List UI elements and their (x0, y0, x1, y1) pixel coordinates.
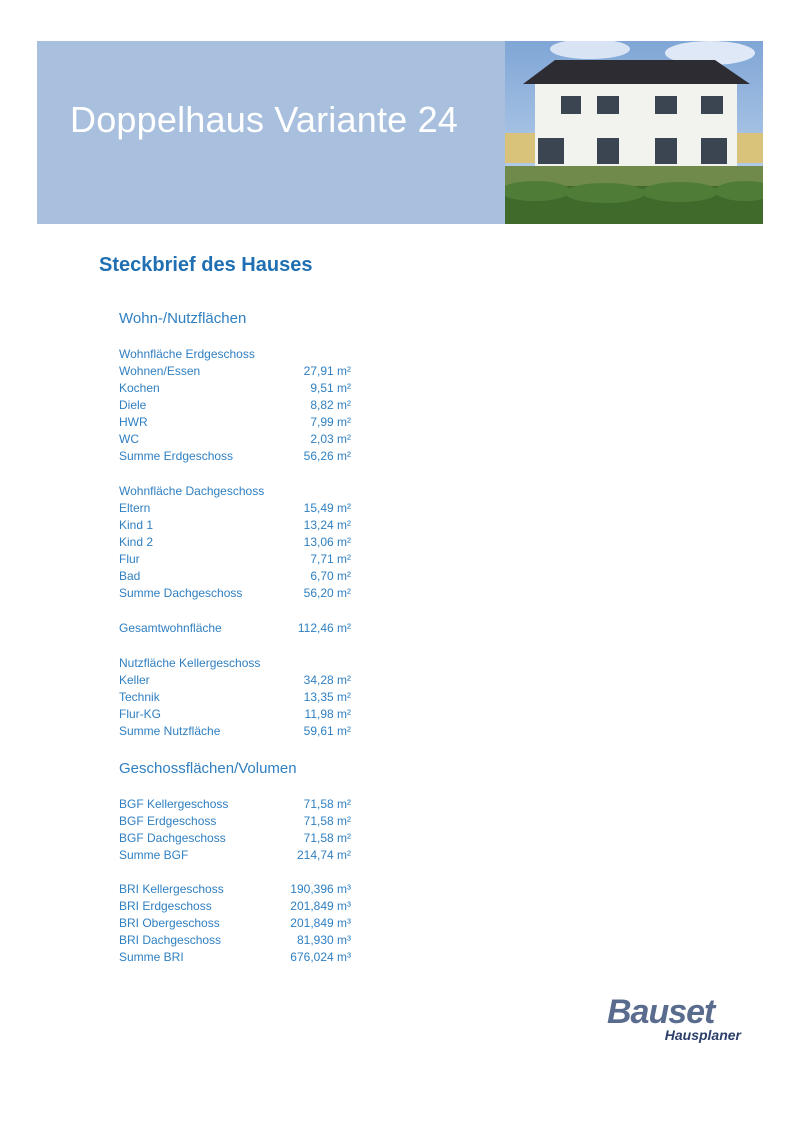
list-gesamt (119, 619, 351, 636)
item-value: 6,70 m² (310, 569, 351, 584)
logo-sub-text: Hausplaner (664, 1027, 741, 1043)
list-item-sum (119, 585, 351, 602)
item-value: 71,58 m² (303, 830, 351, 845)
item-label: Kochen (119, 380, 160, 395)
list-item (119, 516, 351, 533)
house-photo (505, 41, 763, 224)
group-head-kellergeschoss: Nutzfläche Kellergeschoss (119, 655, 261, 670)
item-label: Summe Nutzfläche (119, 723, 221, 738)
item-value: 13,35 m² (303, 689, 351, 704)
list-dachgeschoss (119, 482, 351, 602)
list-item (119, 533, 351, 550)
group-head-erdgeschoss: Wohnfläche Erdgeschoss (119, 346, 255, 361)
item-value: 34,28 m² (303, 672, 351, 687)
header-title: Doppelhaus Variante 24 (70, 99, 459, 140)
list-item-total (119, 619, 351, 636)
item-label: BRI Erdgeschoss (119, 898, 212, 913)
item-label: Summe Dachgeschoss (119, 586, 243, 601)
page-heading: Steckbrief des Hauses (99, 254, 313, 276)
item-value: 13,24 m² (303, 517, 351, 532)
item-label: Kind 2 (119, 534, 154, 549)
list-erdgeschoss (119, 345, 351, 465)
list-item (119, 362, 351, 379)
list-bri (119, 880, 351, 965)
item-label: BRI Kellergeschoss (119, 881, 224, 896)
item-value: 201,849 m³ (290, 898, 351, 913)
list-item (119, 795, 351, 812)
list-item (119, 379, 351, 396)
list-item-sum (119, 948, 351, 965)
house-illustration (505, 41, 763, 224)
item-label: Kind 1 (119, 517, 154, 532)
item-label: Flur-KG (119, 706, 161, 721)
item-label: Summe BGF (119, 847, 189, 862)
item-value: 9,51 m² (310, 380, 351, 395)
item-label: Flur (119, 551, 140, 566)
list-item-sum (119, 846, 351, 863)
list-item (119, 688, 351, 705)
item-value: 214,74 m² (296, 847, 351, 862)
item-label: HWR (119, 414, 148, 429)
list-item (119, 812, 351, 829)
list-item (119, 396, 351, 413)
item-label: Technik (119, 689, 160, 704)
item-value: 15,49 m² (303, 500, 351, 515)
item-label: BGF Erdgeschoss (119, 813, 217, 828)
item-value: 8,82 m² (310, 397, 351, 412)
item-label: BRI Obergeschoss (119, 915, 220, 930)
item-label: Wohnen/Essen (119, 363, 201, 378)
list-item (119, 499, 351, 516)
item-value: 56,26 m² (303, 449, 351, 464)
list-item (119, 897, 351, 914)
section-title-flaechen: Wohn-/Nutzflächen (119, 310, 247, 327)
item-label: Summe BRI (119, 949, 184, 964)
item-value: 112,46 m² (297, 620, 351, 635)
list-item (119, 413, 351, 430)
item-label: BRI Dachgeschoss (119, 932, 222, 947)
list-kellergeschoss (119, 654, 351, 739)
list-item (119, 430, 351, 447)
item-value: 56,20 m² (303, 586, 351, 601)
item-label: Eltern (119, 500, 151, 515)
item-label: WC (119, 432, 139, 447)
item-value: 13,06 m² (303, 534, 351, 549)
list-item (119, 705, 351, 722)
item-value: 190,396 m³ (290, 881, 351, 896)
item-value: 201,849 m³ (290, 915, 351, 930)
item-label: Bad (119, 569, 141, 584)
list-item-sum (119, 448, 351, 465)
item-label: Summe Erdgeschoss (119, 449, 234, 464)
item-value: 7,99 m² (310, 414, 351, 429)
logo-main-text: Bauset (607, 993, 715, 1031)
bauset-logo (607, 993, 747, 1044)
list-item-sum (119, 722, 351, 739)
list-item (119, 671, 351, 688)
list-item (119, 931, 351, 948)
group-head-dachgeschoss: Wohnfläche Dachgeschoss (119, 483, 265, 498)
item-value: 59,61 m² (303, 723, 351, 738)
item-value: 71,58 m² (303, 813, 351, 828)
item-value: 7,71 m² (310, 551, 351, 566)
item-label: BGF Kellergeschoss (119, 796, 229, 811)
list-item (119, 880, 351, 897)
item-label: BGF Dachgeschoss (119, 830, 226, 845)
section-title-volumen: Geschossflächen/Volumen (119, 760, 297, 777)
item-value: 2,03 m² (310, 432, 351, 447)
list-item (119, 567, 351, 584)
item-value: 27,91 m² (303, 363, 351, 378)
item-value: 11,98 m² (304, 706, 351, 721)
item-value: 71,58 m² (303, 796, 351, 811)
item-label: Gesamtwohnfläche (119, 620, 222, 635)
list-item (119, 914, 351, 931)
list-bgf (119, 795, 351, 863)
list-item (119, 829, 351, 846)
header-banner (37, 41, 763, 224)
list-item (119, 550, 351, 567)
item-label: Diele (119, 397, 147, 412)
item-value: 676,024 m³ (290, 949, 351, 964)
item-label: Keller (119, 672, 150, 687)
item-value: 81,930 m³ (296, 932, 351, 947)
